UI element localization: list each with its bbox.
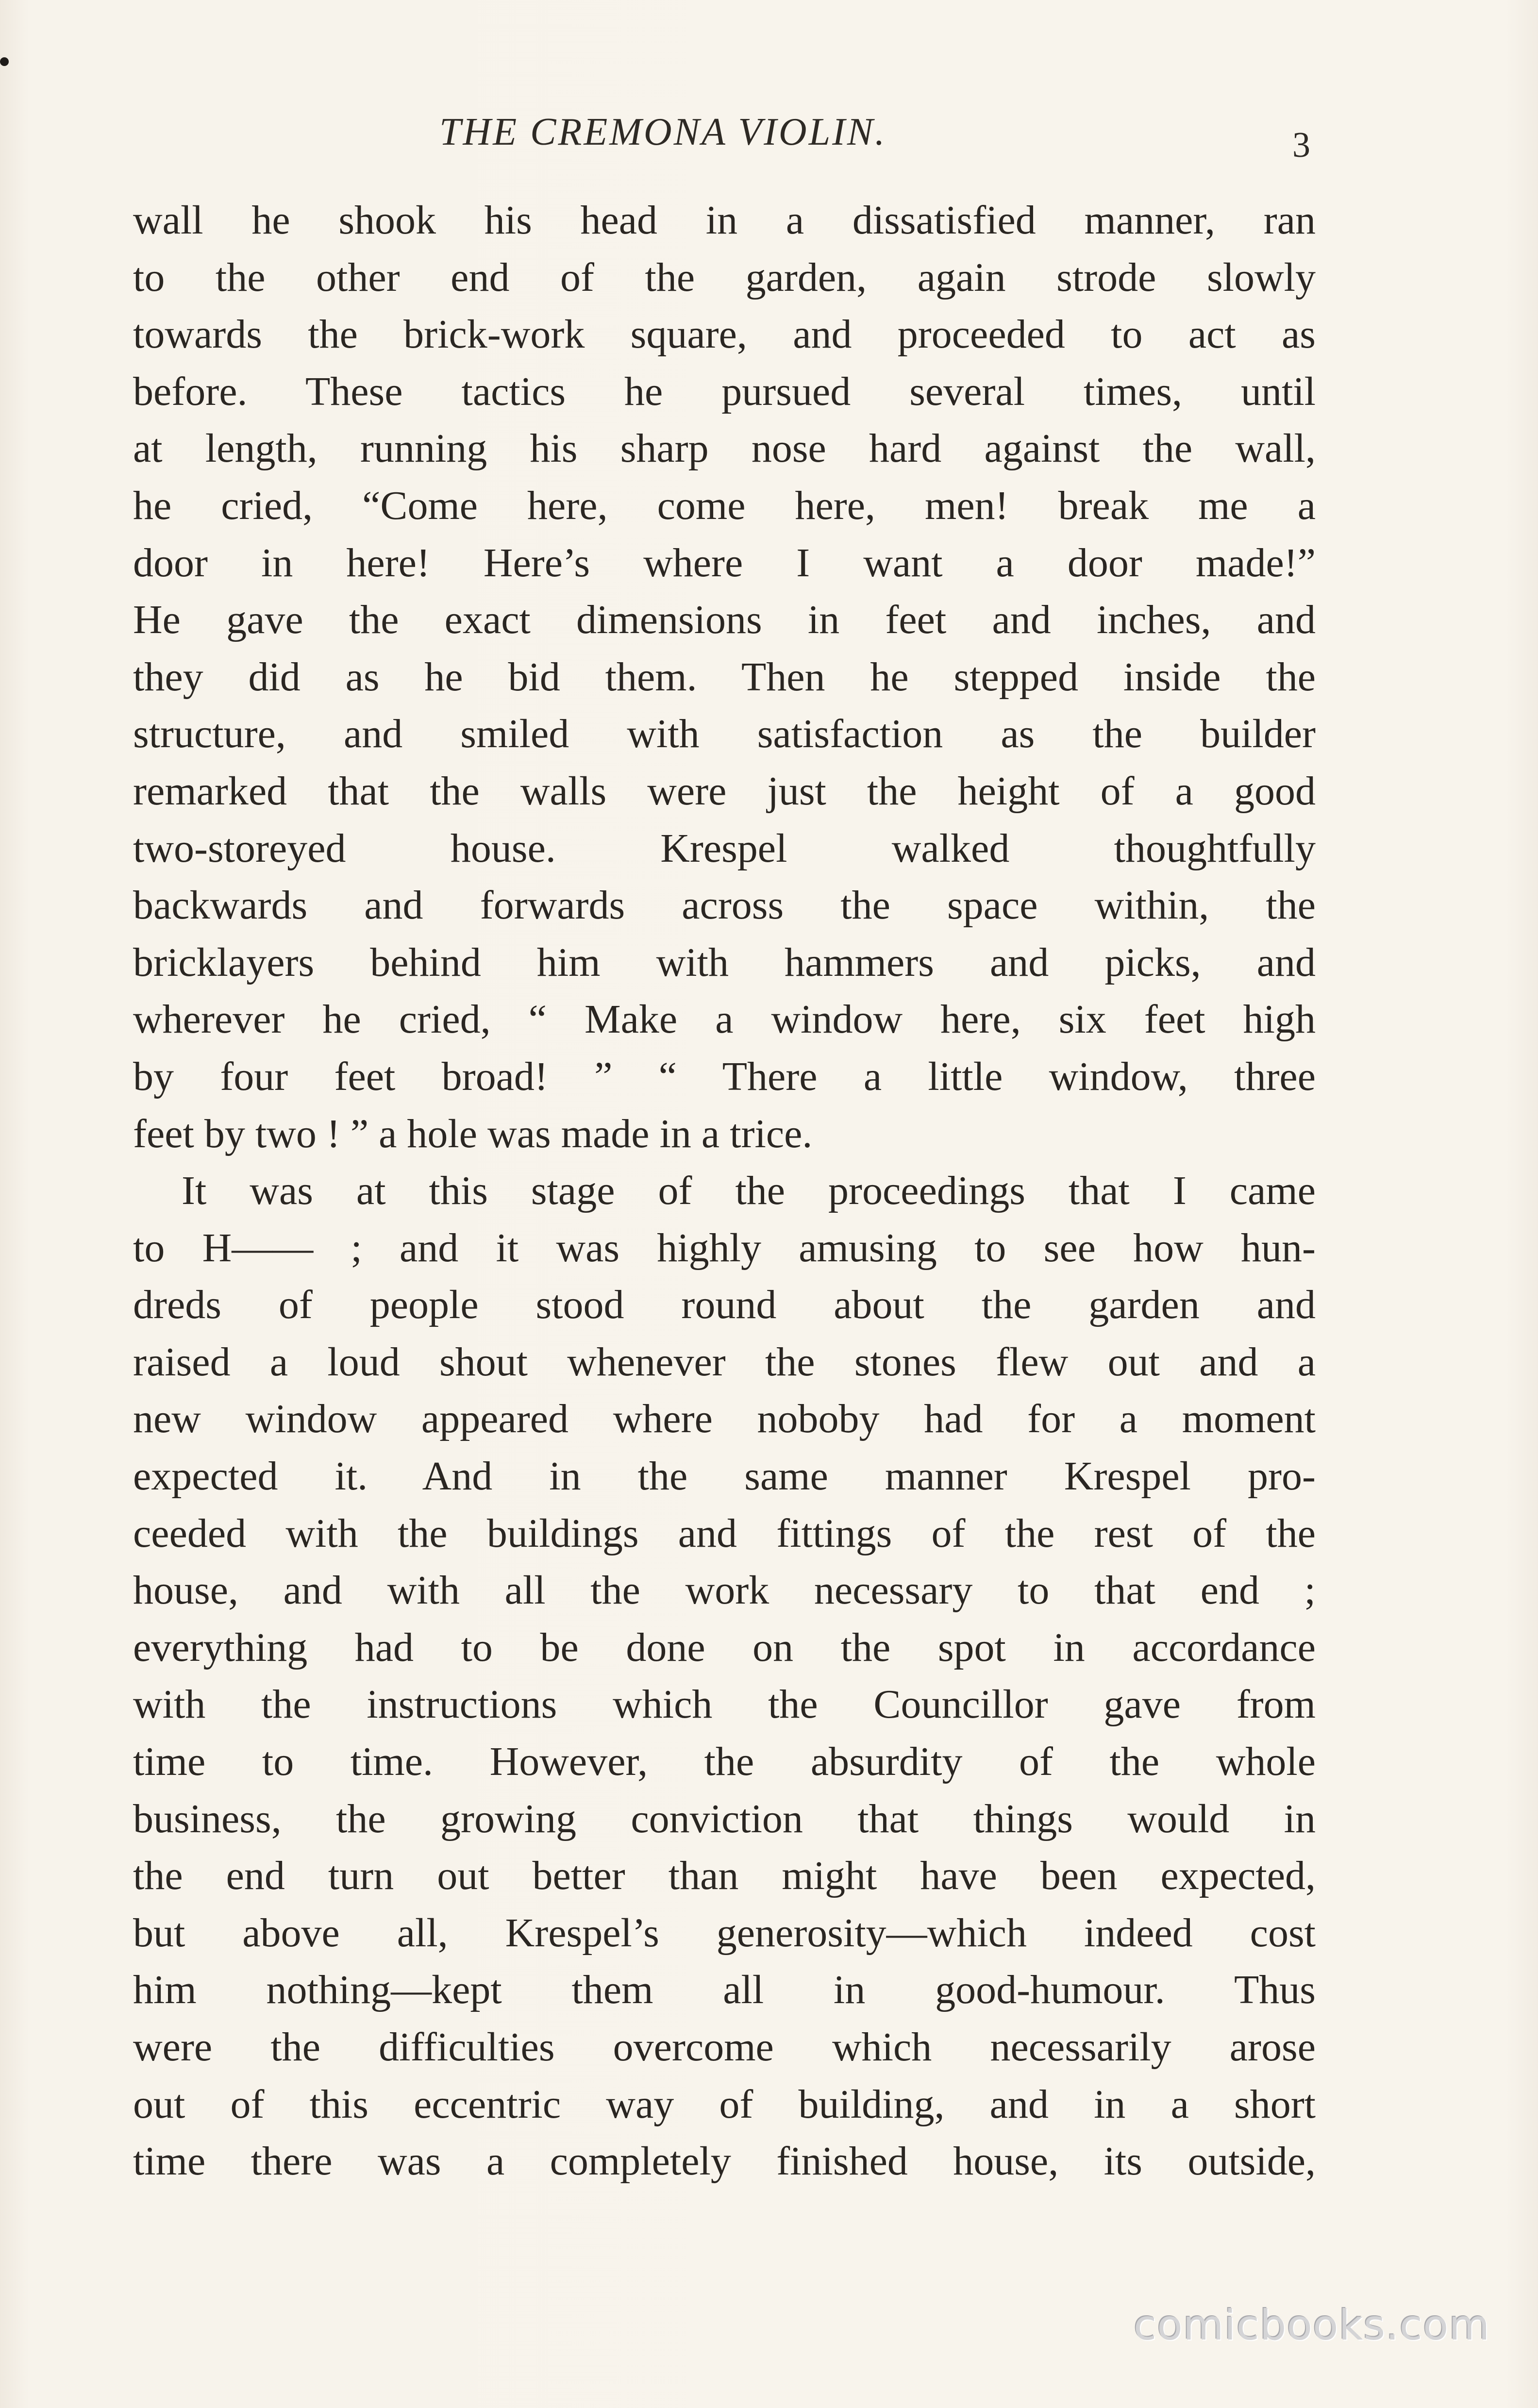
text-line: he cried, “Come here, come here, men! break me a bbox=[133, 483, 1316, 528]
text-line: out of this eccentric way of building, and in a short bbox=[133, 2081, 1316, 2127]
paragraph-end-line: feet by two ! ” a hole was made in a trice. bbox=[133, 1111, 813, 1156]
running-title: THE CREMONA VIOLIN. bbox=[439, 111, 887, 153]
text-line: to the other end of the garden, again strode slowly bbox=[133, 254, 1316, 300]
text-line: time to time. However, the absurdity of the whole bbox=[133, 1739, 1316, 1785]
text-line: door in here! Here’s where I want a door made!” bbox=[133, 540, 1316, 585]
text-line: He gave the exact dimensions in feet and inches, and bbox=[133, 597, 1316, 643]
text-line: expected it. And in the same manner Krespel pro- bbox=[133, 1454, 1316, 1499]
text-line: ceeded with the buildings and fittings of the rest of the bbox=[133, 1510, 1316, 1556]
text-line: him nothing—kept them all in good-humour. Thus bbox=[133, 1967, 1316, 2013]
text-line: bricklayers behind him with hammers and picks, and bbox=[133, 939, 1316, 985]
paragraph-start-line: It was at this stage of the proceedings that I came bbox=[182, 1168, 1316, 1214]
text-line: structure, and smiled with satisfaction as the builder bbox=[133, 711, 1316, 757]
text-line: towards the brick-work square, and proceeded to act as bbox=[133, 312, 1316, 357]
text-line: everything had to be done on the spot in accordance bbox=[133, 1624, 1316, 1670]
text-line: by four feet broad! ” “ There a little window, three bbox=[133, 1054, 1316, 1099]
text-line: business, the growing conviction that things would in bbox=[133, 1796, 1316, 1841]
text-line: but above all, Krespel’s generosity—which indeed cost bbox=[133, 1910, 1316, 1956]
text-line: wall he shook his head in a dissatisfied manner, ran bbox=[133, 198, 1316, 243]
text-line: wherever he cried, “ Make a window here, six feet high bbox=[133, 997, 1316, 1042]
text-line: they did as he bid them. Then he stepped inside the bbox=[133, 654, 1316, 700]
text-line: two-storeyed house. Krespel walked thoughtfully bbox=[133, 825, 1316, 871]
text-line: remarked that the walls were just the height of a good bbox=[133, 768, 1316, 814]
body-text bbox=[133, 192, 1316, 2190]
text-line: the end turn out better than might have been expected, bbox=[133, 1853, 1316, 1899]
text-line: were the difficulties overcome which necessarily arose bbox=[133, 2024, 1316, 2070]
text-line: raised a loud shout whenever the stones flew out and a bbox=[133, 1339, 1316, 1385]
text-line: dreds of people stood round about the garden and bbox=[133, 1282, 1316, 1328]
text-line: time there was a completely finished house, its outside, bbox=[133, 2139, 1316, 2184]
text-line: house, and with all the work necessary to that end ; bbox=[133, 1568, 1316, 1613]
page-number: 3 bbox=[1292, 125, 1310, 165]
running-head bbox=[0, 100, 1538, 165]
text-line: new window appeared where noboby had for a moment bbox=[133, 1396, 1316, 1442]
text-line: before. These tactics he pursued several times, until bbox=[133, 368, 1316, 414]
binding-hole-mark bbox=[0, 57, 9, 66]
text-line: at length, running his sharp nose hard against the wall, bbox=[133, 426, 1316, 471]
watermark: comicbooks.com bbox=[1134, 2301, 1490, 2350]
text-line: with the instructions which the Councillor gave from bbox=[133, 1682, 1316, 1727]
text-line: to H—— ; and it was highly amusing to see how hun- bbox=[133, 1225, 1316, 1271]
text-line: backwards and forwards across the space within, the bbox=[133, 883, 1316, 928]
